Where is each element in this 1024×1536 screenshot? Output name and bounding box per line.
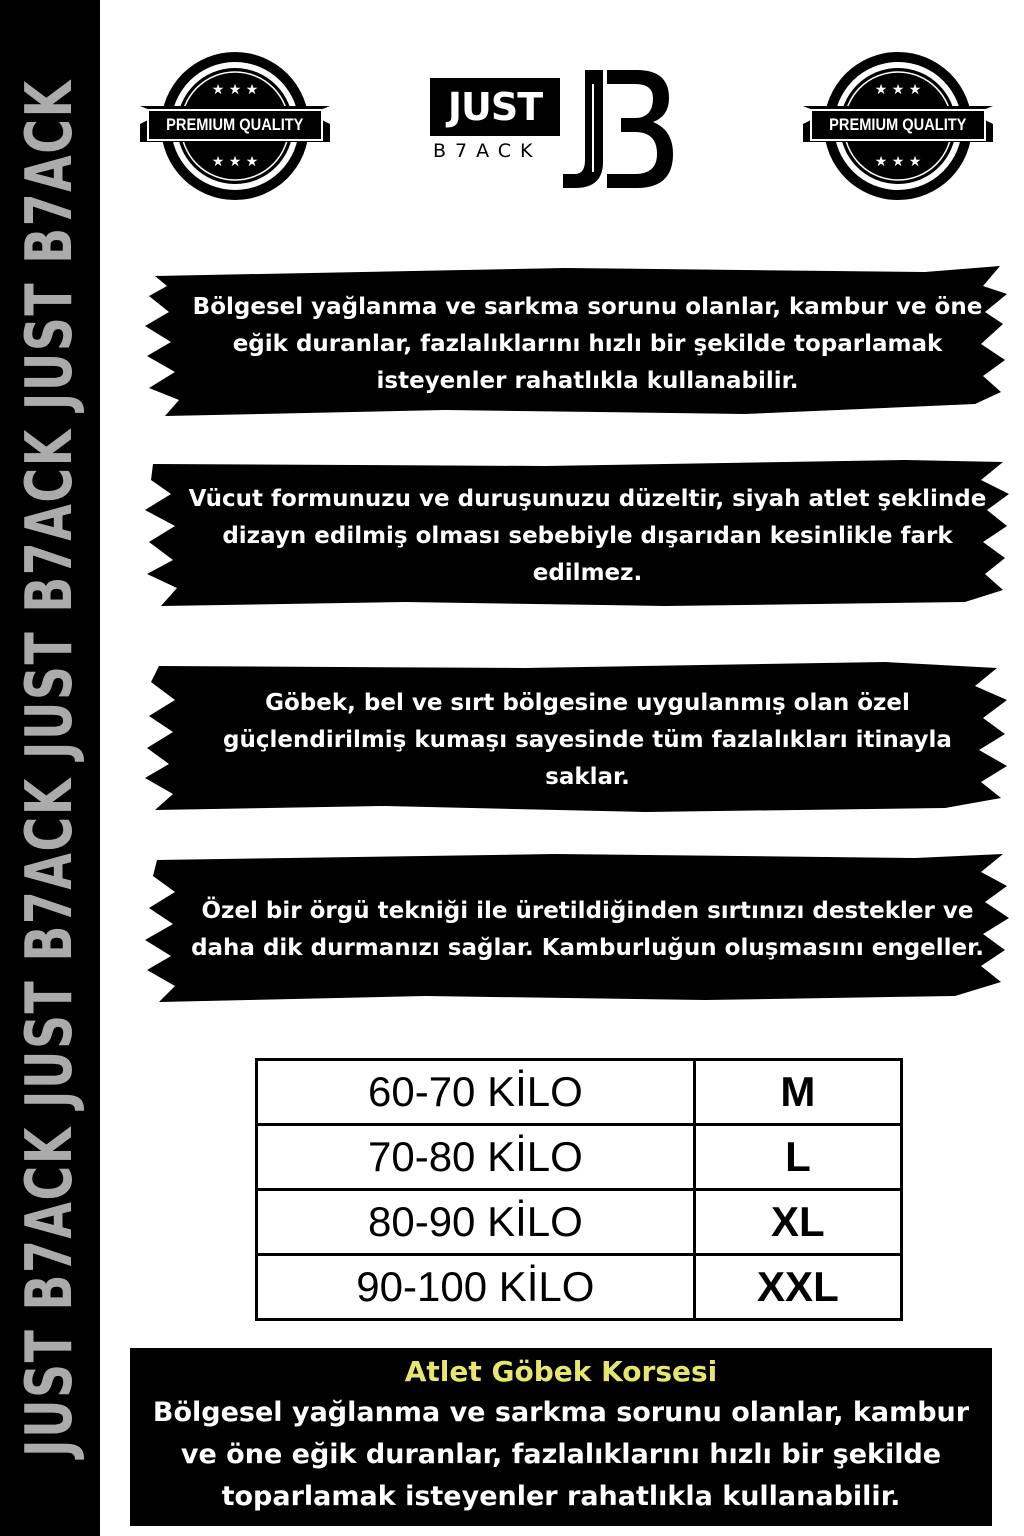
table-row [257, 1060, 902, 1125]
feature-card-4 [145, 850, 1010, 1010]
svg-text:★ ★ ★: ★ ★ ★ [874, 82, 922, 98]
svg-text:★ ★ ★: ★ ★ ★ [211, 154, 259, 170]
side-banner-text: JUST B7ACK JUST B7ACK JUST B7ACK JUST B7ACK [13, 79, 87, 1457]
badge-label: PREMIUM QUALITY [166, 115, 304, 134]
premium-quality-badge-left [140, 46, 330, 206]
feature-text: Bölgesel yağlanma ve sarkma sorunu olanlar, kambur ve öne eğik duranlar, fazlalıklarını hızlı bir şekilde toparlamak isteyenler rahatlıkla kullanabilir. [192, 293, 983, 394]
feature-text: Özel bir örgü tekniği ile üretildiğinden sırtınızı destekler ve daha dik durmanızı sağlar. Kamburluğun oluşmasını engeller. [191, 898, 984, 961]
feature-text: Göbek, bel ve sırt bölgesine uygulanmış olan özel güçlendirilmiş kumaşı sayesinde tüm fazlalıkları itinayla saklar. [223, 689, 952, 790]
weight-cell: 70-80 KİLO [257, 1125, 695, 1190]
size-cell: XL [694, 1190, 901, 1255]
side-banner [0, 0, 100, 1536]
svg-text:★ ★ ★: ★ ★ ★ [211, 82, 259, 98]
table-row [257, 1190, 902, 1255]
svg-text:★ ★ ★: ★ ★ ★ [874, 154, 922, 170]
product-description: Bölgesel yağlanma ve sarkma sorunu olanlar, kambur ve öne eğik duranlar, fazlalıklarını hızlı bir şekilde toparlamak isteyenler rahatlıkla kullanabilir. [152, 1397, 970, 1512]
logo-subtitle: B7ACK [433, 140, 542, 162]
table-row [257, 1255, 902, 1320]
weight-cell: 90-100 KİLO [257, 1255, 695, 1320]
badge-label: PREMIUM QUALITY [829, 115, 967, 134]
logo-wordmark: JUST [430, 78, 560, 136]
product-title: Atlet Göbek Korsesi [404, 1355, 718, 1388]
feature-text: Vücut formunuzu ve duruşunuzu düzeltir, siyah atlet şeklinde dizayn edilmiş olması sebebiyle dışarıdan kesinlikle fark edilmez. [188, 485, 987, 586]
size-chart-table [255, 1058, 903, 1321]
product-footer [130, 1348, 992, 1526]
feature-card-3 [145, 660, 1010, 820]
weight-cell: 60-70 KİLO [257, 1060, 695, 1125]
size-cell: M [694, 1060, 901, 1125]
size-cell: L [694, 1125, 901, 1190]
feature-card-2 [145, 456, 1010, 616]
size-cell: XXL [694, 1255, 901, 1320]
weight-cell: 80-90 KİLO [257, 1190, 695, 1255]
brand-logo [425, 64, 675, 194]
logo-monogram-icon [545, 64, 675, 194]
table-row [257, 1125, 902, 1190]
premium-quality-badge-right [803, 46, 993, 206]
feature-card-1 [145, 264, 1010, 424]
